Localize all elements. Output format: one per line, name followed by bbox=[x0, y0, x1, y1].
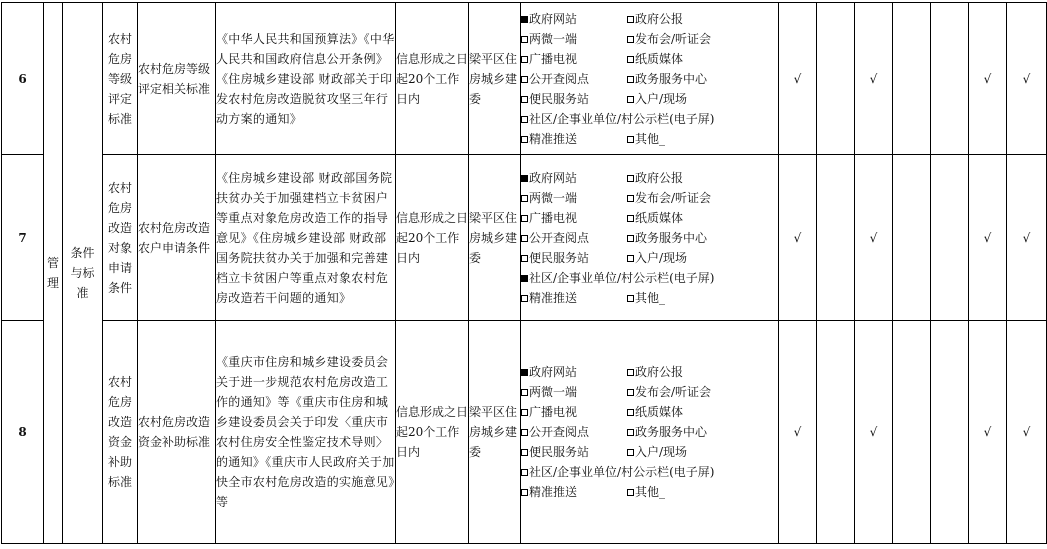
checkbox-empty-icon[interactable] bbox=[521, 489, 528, 496]
channel-option[interactable] bbox=[521, 268, 767, 288]
checkbox-empty-icon[interactable] bbox=[521, 255, 528, 262]
channel-label: 发布会/听证会 bbox=[635, 31, 712, 46]
channel-option[interactable] bbox=[521, 288, 627, 308]
channel-label: 广播电视 bbox=[529, 405, 578, 419]
checkbox-empty-icon[interactable] bbox=[627, 369, 634, 376]
channel-option[interactable] bbox=[521, 462, 767, 482]
channel-label: 其他_ bbox=[635, 485, 666, 499]
row-number: 6 bbox=[2, 3, 44, 155]
check-cell bbox=[1007, 3, 1047, 155]
checkbox-empty-icon[interactable] bbox=[521, 295, 528, 302]
check-cell bbox=[969, 3, 1007, 155]
checkbox-empty-icon[interactable] bbox=[627, 429, 634, 436]
table-row bbox=[2, 155, 1047, 321]
channel-option[interactable] bbox=[521, 362, 627, 382]
checkbox-empty-icon[interactable] bbox=[521, 429, 528, 436]
disclosure-content: 农村危房改造农户申请条件 bbox=[138, 155, 216, 321]
check-cell bbox=[855, 321, 893, 544]
channel-option[interactable] bbox=[521, 168, 627, 188]
channel-label: 两微一端 bbox=[529, 190, 578, 205]
channel-label: 纸质媒体 bbox=[635, 405, 684, 419]
checkbox-empty-icon[interactable] bbox=[521, 116, 528, 123]
checkbox-checked-icon[interactable] bbox=[521, 175, 528, 182]
checkbox-empty-icon[interactable] bbox=[521, 215, 528, 222]
checkbox-empty-icon[interactable] bbox=[521, 235, 528, 242]
channel-option[interactable] bbox=[627, 129, 767, 149]
category-level3: 农村危房等级评定标准 bbox=[103, 3, 138, 155]
category-level3: 农村危房改造对象申请条件 bbox=[103, 155, 138, 321]
disclosure-content: 农村危房改造资金补助标准 bbox=[138, 321, 216, 544]
disclosure-channels bbox=[521, 321, 779, 544]
channel-label: 入户/现场 bbox=[635, 91, 688, 106]
checkbox-empty-icon[interactable] bbox=[521, 449, 528, 456]
checkmark-icon: √ bbox=[1022, 425, 1031, 439]
checkbox-empty-icon[interactable] bbox=[521, 389, 528, 396]
channel-label: 政府网站 bbox=[529, 11, 578, 26]
channel-option[interactable] bbox=[521, 9, 627, 29]
checkmark-icon: √ bbox=[869, 230, 878, 245]
channel-label: 社区/企事业单位/村公示栏(电子屏) bbox=[529, 270, 715, 285]
channel-label: 发布会/听证会 bbox=[635, 190, 712, 205]
channel-option[interactable] bbox=[521, 109, 767, 129]
channel-label: 纸质媒体 bbox=[635, 210, 684, 225]
channel-label: 政务服务中心 bbox=[635, 425, 708, 439]
channel-option[interactable] bbox=[627, 49, 767, 69]
channel-option[interactable] bbox=[627, 29, 767, 49]
channel-label: 公开查阅点 bbox=[529, 71, 590, 86]
checkbox-checked-icon[interactable] bbox=[521, 275, 528, 282]
channel-option[interactable] bbox=[627, 69, 767, 89]
checkbox-empty-icon[interactable] bbox=[627, 389, 634, 396]
checkbox-checked-icon[interactable] bbox=[521, 16, 528, 23]
checkbox-empty-icon[interactable] bbox=[627, 96, 634, 103]
checkbox-empty-icon[interactable] bbox=[627, 36, 634, 43]
disclosure-table bbox=[1, 2, 1047, 544]
channel-label: 政务服务中心 bbox=[635, 71, 708, 86]
channel-label: 入户/现场 bbox=[635, 445, 688, 459]
checkbox-empty-icon[interactable] bbox=[521, 136, 528, 143]
checkbox-empty-icon[interactable] bbox=[521, 195, 528, 202]
channel-label: 便民服务站 bbox=[529, 445, 590, 459]
checkbox-empty-icon[interactable] bbox=[627, 76, 634, 83]
check-cell bbox=[893, 155, 931, 321]
channel-label: 其他_ bbox=[635, 290, 666, 305]
checkbox-checked-icon[interactable] bbox=[521, 369, 528, 376]
channel-label: 两微一端 bbox=[529, 385, 578, 399]
disclosure-time: 信息形成之日起20个工作日内 bbox=[396, 3, 469, 155]
checkmark-icon: √ bbox=[1022, 71, 1031, 86]
check-cell bbox=[779, 3, 817, 155]
checkbox-empty-icon[interactable] bbox=[627, 409, 634, 416]
channel-option[interactable] bbox=[521, 188, 627, 208]
channel-label: 精准推送 bbox=[529, 485, 578, 499]
channel-list bbox=[521, 9, 778, 149]
disclosure-subject: 梁平区住房城乡建委 bbox=[469, 3, 521, 155]
channel-label: 政府公报 bbox=[635, 11, 684, 26]
check-cell bbox=[779, 155, 817, 321]
channel-label: 政府网站 bbox=[529, 170, 578, 185]
channel-option[interactable] bbox=[521, 382, 627, 402]
channel-option[interactable] bbox=[627, 442, 767, 462]
checkmark-icon: √ bbox=[869, 71, 878, 86]
channel-option[interactable] bbox=[521, 129, 627, 149]
category-level2: 条件与标准 bbox=[63, 3, 103, 544]
channel-label: 政务服务中心 bbox=[635, 230, 708, 245]
channel-option[interactable] bbox=[627, 362, 767, 382]
checkbox-empty-icon[interactable] bbox=[521, 96, 528, 103]
checkbox-empty-icon[interactable] bbox=[627, 175, 634, 182]
checkbox-empty-icon[interactable] bbox=[627, 136, 634, 143]
checkbox-empty-icon[interactable] bbox=[521, 76, 528, 83]
channel-label: 政府网站 bbox=[529, 365, 578, 379]
channel-option[interactable] bbox=[627, 402, 767, 422]
channel-option[interactable] bbox=[627, 188, 767, 208]
checkmark-icon: √ bbox=[793, 230, 802, 245]
channel-label: 社区/企事业单位/村公示栏(电子屏) bbox=[529, 465, 715, 479]
channel-option[interactable] bbox=[627, 89, 767, 109]
check-cell bbox=[931, 3, 969, 155]
channel-label: 精准推送 bbox=[529, 131, 578, 146]
disclosure-channels bbox=[521, 3, 779, 155]
channel-option[interactable] bbox=[521, 29, 627, 49]
row-number: 8 bbox=[2, 321, 44, 544]
disclosure-subject: 梁平区住房城乡建委 bbox=[469, 321, 521, 544]
checkbox-empty-icon[interactable] bbox=[521, 36, 528, 43]
channel-option[interactable] bbox=[627, 422, 767, 442]
check-cell bbox=[969, 155, 1007, 321]
channel-option[interactable] bbox=[627, 208, 767, 228]
check-cell bbox=[931, 321, 969, 544]
row-number: 7 bbox=[2, 155, 44, 321]
check-cell bbox=[893, 321, 931, 544]
checkbox-empty-icon[interactable] bbox=[627, 56, 634, 63]
channel-label: 便民服务站 bbox=[529, 91, 590, 106]
checkbox-empty-icon[interactable] bbox=[627, 449, 634, 456]
channel-option[interactable] bbox=[521, 49, 627, 69]
checkbox-empty-icon[interactable] bbox=[627, 255, 634, 262]
disclosure-time: 信息形成之日起20个工作日内 bbox=[396, 155, 469, 321]
checkmark-icon: √ bbox=[793, 71, 802, 86]
channel-label: 精准推送 bbox=[529, 290, 578, 305]
channel-label: 公开查阅点 bbox=[529, 425, 590, 439]
channel-option[interactable] bbox=[627, 168, 767, 188]
disclosure-basis: 《住房城乡建设部 财政部国务院扶贫办关于加强建档立卡贫困户等重点对象危房改造工作的指导意见》《住房城乡建设部 财政部国务院扶贫办关于加强和完善建档立卡贫困户等重点对象农村危房改造若干问题的通知》 bbox=[216, 155, 396, 321]
check-cell bbox=[817, 3, 855, 155]
disclosure-subject: 梁平区住房城乡建委 bbox=[469, 155, 521, 321]
check-cell bbox=[855, 3, 893, 155]
disclosure-content: 农村危房等级评定相关标准 bbox=[138, 3, 216, 155]
channel-label: 发布会/听证会 bbox=[635, 385, 712, 399]
check-cell bbox=[893, 3, 931, 155]
checkbox-empty-icon[interactable] bbox=[627, 195, 634, 202]
channel-list bbox=[521, 362, 778, 502]
channel-label: 广播电视 bbox=[529, 210, 578, 225]
checkmark-icon: √ bbox=[1022, 230, 1031, 245]
channel-option[interactable] bbox=[627, 288, 767, 308]
checkbox-empty-icon[interactable] bbox=[627, 16, 634, 23]
checkmark-icon: √ bbox=[983, 71, 992, 86]
channel-option[interactable] bbox=[627, 248, 767, 268]
check-cell bbox=[1007, 321, 1047, 544]
check-cell bbox=[779, 321, 817, 544]
disclosure-basis: 《重庆市住房和城乡建设委员会关于进一步规范农村危房改造工作的通知》等《重庆市住房和城乡建设委员会关于印发〈重庆市农村住房安全性鉴定技术导则〉的通知》《重庆市人民政府关于加快全市农村危房改造的实施意见》等 bbox=[216, 321, 396, 544]
check-cell bbox=[969, 321, 1007, 544]
disclosure-basis: 《中华人民共和国预算法》《中华人民共和国政府信息公开条例》《住房城乡建设部 财政部关于印发农村危房改造脱贫攻坚三年行动方案的通知》 bbox=[216, 3, 396, 155]
checkbox-empty-icon[interactable] bbox=[521, 56, 528, 63]
channel-label: 政府公报 bbox=[635, 170, 684, 185]
checkmark-icon: √ bbox=[793, 425, 802, 439]
channel-label: 纸质媒体 bbox=[635, 51, 684, 66]
checkbox-empty-icon[interactable] bbox=[521, 409, 528, 416]
category-level3: 农村危房改造资金补助标准 bbox=[103, 321, 138, 544]
channel-option[interactable] bbox=[521, 482, 627, 502]
channel-option[interactable] bbox=[521, 69, 627, 89]
channel-option[interactable] bbox=[521, 422, 627, 442]
channel-label: 两微一端 bbox=[529, 31, 578, 46]
channel-label: 社区/企事业单位/村公示栏(电子屏) bbox=[529, 111, 715, 126]
channel-option[interactable] bbox=[627, 9, 767, 29]
channel-option[interactable] bbox=[521, 248, 627, 268]
channel-option[interactable] bbox=[521, 442, 627, 462]
channel-option[interactable] bbox=[627, 482, 767, 502]
channel-label: 政府公报 bbox=[635, 365, 684, 379]
channel-list bbox=[521, 168, 778, 308]
check-cell bbox=[931, 155, 969, 321]
check-cell bbox=[817, 155, 855, 321]
table-row bbox=[2, 321, 1047, 544]
checkbox-empty-icon[interactable] bbox=[627, 489, 634, 496]
channel-label: 公开查阅点 bbox=[529, 230, 590, 245]
checkbox-empty-icon[interactable] bbox=[627, 235, 634, 242]
channel-option[interactable] bbox=[627, 382, 767, 402]
channel-label: 入户/现场 bbox=[635, 250, 688, 265]
category-level1: 管理 bbox=[44, 3, 63, 544]
checkbox-empty-icon[interactable] bbox=[627, 215, 634, 222]
channel-option[interactable] bbox=[521, 228, 627, 248]
channel-option[interactable] bbox=[521, 208, 627, 228]
channel-option[interactable] bbox=[627, 228, 767, 248]
channel-option[interactable] bbox=[521, 402, 627, 422]
disclosure-time: 信息形成之日起20个工作日内 bbox=[396, 321, 469, 544]
channel-option[interactable] bbox=[521, 89, 627, 109]
check-cell bbox=[1007, 155, 1047, 321]
checkbox-empty-icon[interactable] bbox=[627, 295, 634, 302]
checkmark-icon: √ bbox=[869, 425, 878, 439]
channel-label: 广播电视 bbox=[529, 51, 578, 66]
checkmark-icon: √ bbox=[983, 425, 992, 439]
checkmark-icon: √ bbox=[983, 230, 992, 245]
table-row bbox=[2, 3, 1047, 155]
check-cell bbox=[817, 321, 855, 544]
channel-label: 便民服务站 bbox=[529, 250, 590, 265]
checkbox-empty-icon[interactable] bbox=[521, 469, 528, 476]
check-cell bbox=[855, 155, 893, 321]
channel-label: 其他_ bbox=[635, 131, 666, 146]
disclosure-channels bbox=[521, 155, 779, 321]
